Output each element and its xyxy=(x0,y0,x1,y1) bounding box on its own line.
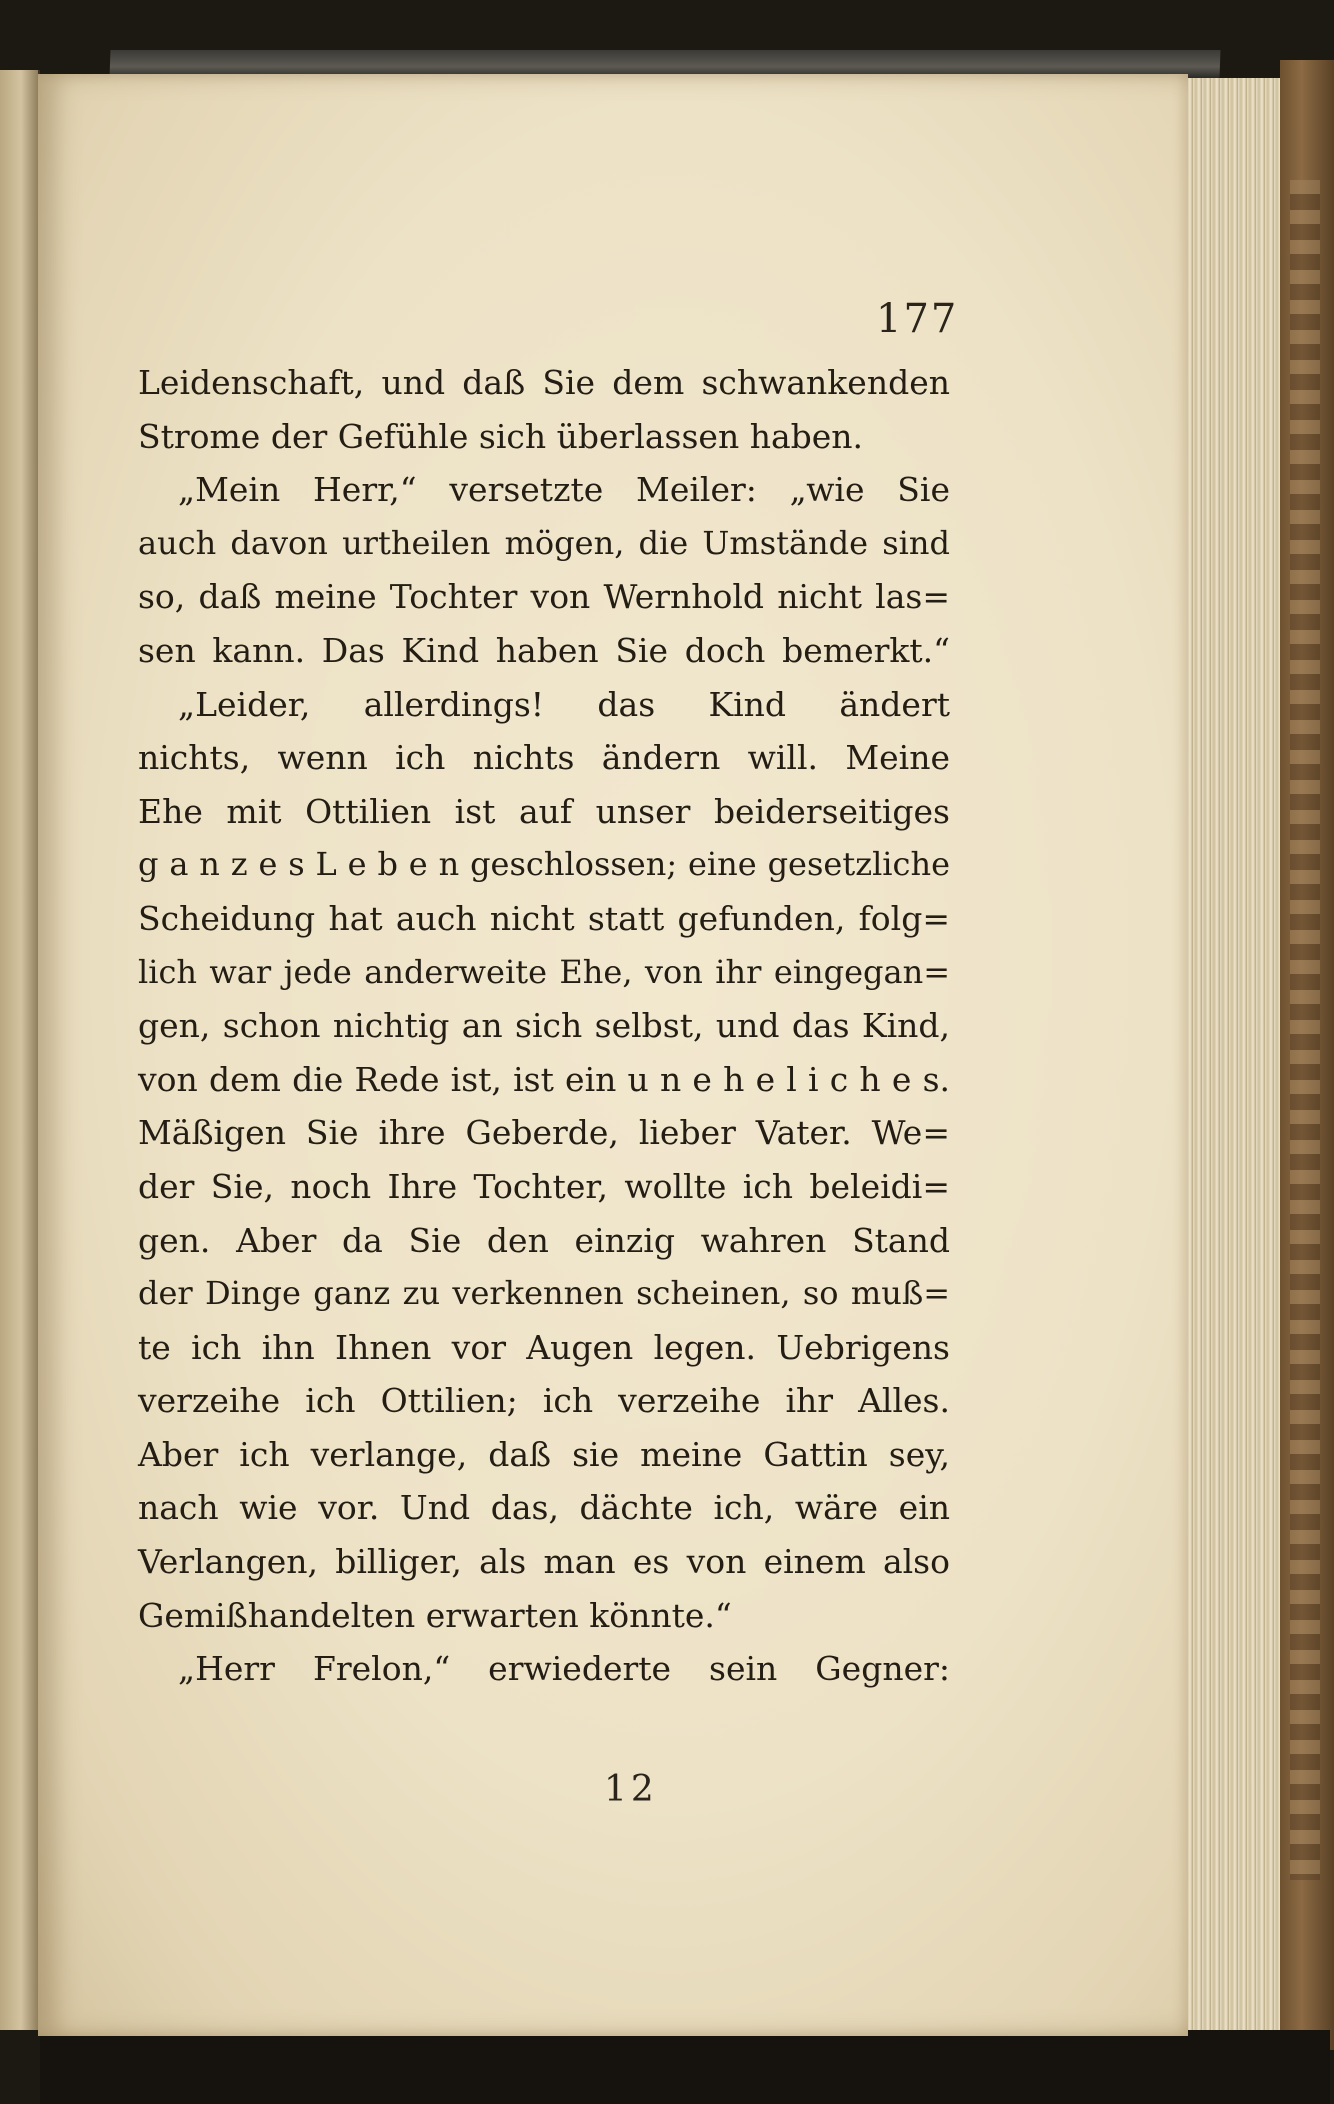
text-line: Verlangen, billiger, als man es von einem also xyxy=(138,1542,950,1582)
text-line: gen. Aber da Sie den einzig wahren Stand xyxy=(138,1220,950,1260)
text-line: „Mein Herr,“ versetzte Meiler: „wie Sie xyxy=(178,470,950,510)
text-line: Leidenschaft, und daß Sie dem schwankenden xyxy=(138,363,950,402)
text-line: der Sie, noch Ihre Tochter, wollte ich beleidi= xyxy=(138,1166,950,1206)
text-line: verzeihe ich Ottilien; ich verzeihe ihr Alles. xyxy=(138,1381,950,1421)
text-line: Mäßigen Sie ihre Geberde, lieber Vater. We= xyxy=(138,1113,950,1153)
text-line: so, daß meine Tochter von Wernhold nicht las= xyxy=(138,577,950,617)
text-line: sen kann. Das Kind haben Sie doch bemerkt.“ xyxy=(138,630,950,670)
text-line: von dem die Rede ist, ist ein u n e h e l i c h e s. xyxy=(138,1059,950,1099)
background-bottom xyxy=(40,2030,1330,2104)
text-line: Aber ich verlange, daß sie meine Gattin sey, xyxy=(138,1434,950,1474)
text-line: Gemißhandelten erwarten könnte.“ xyxy=(138,1595,732,1635)
text-line: Scheidung hat auch nicht statt gefunden, folg= xyxy=(138,898,950,938)
text-line: der Dinge ganz zu verkennen scheinen, so muß= xyxy=(138,1274,950,1313)
book-cover-right-edge xyxy=(1280,60,1334,2050)
body-text xyxy=(138,356,950,1696)
text-line: te ich ihn Ihnen vor Augen legen. Uebrigens xyxy=(138,1327,950,1367)
previous-page-edge xyxy=(0,70,40,2030)
text-line: gen, schon nichtig an sich selbst, und das Kind, xyxy=(138,1006,950,1046)
signature-mark: 12 xyxy=(604,1769,658,1810)
text-line: nichts, wenn ich nichts ändern will. Meine xyxy=(138,738,950,778)
page-block-edge xyxy=(1182,78,1294,2038)
text-line: Ehe mit Ottilien ist auf unser beiderseitiges xyxy=(138,791,950,831)
book-page xyxy=(38,74,1188,2036)
page-number: 177 xyxy=(876,296,959,342)
text-line: g a n z e s L e b e n geschlossen; eine gesetzliche xyxy=(138,845,950,884)
text-line: „Herr Frelon,“ erwiederte sein Gegner: xyxy=(178,1649,950,1689)
text-line: auch davon urtheilen mögen, die Umstände sind xyxy=(138,523,950,562)
text-line: „Leider, allerdings! das Kind ändert xyxy=(178,684,950,724)
text-line: lich war jede anderweite Ehe, von ihr eingegan= xyxy=(138,952,950,991)
text-line: Strome der Gefühle sich überlassen haben. xyxy=(138,416,864,456)
text-line: nach wie vor. Und das, dächte ich, wäre ein xyxy=(138,1488,950,1528)
